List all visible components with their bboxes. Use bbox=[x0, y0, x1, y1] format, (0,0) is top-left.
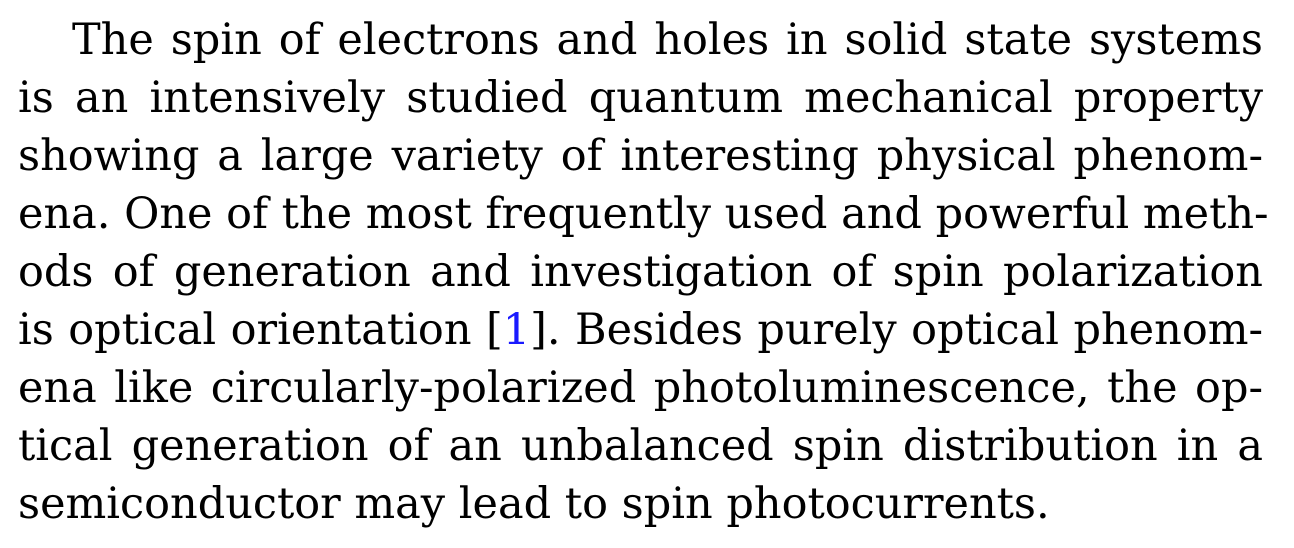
line-6-text-before: is optical orientation [ bbox=[18, 305, 503, 355]
paragraph-line-9: semiconductor may lead to spin photocurrents. bbox=[18, 479, 1050, 529]
paragraph-line-5: ods of generation and investigation of spin polarization bbox=[18, 247, 1263, 297]
paragraph-line-2: is an intensively studied quantum mechanical property bbox=[18, 73, 1263, 123]
paragraph-line-7: ena like circularly-polarized photoluminescence, the op- bbox=[18, 363, 1263, 413]
citation-link-1[interactable]: 1 bbox=[502, 305, 531, 355]
paragraph-line-4: ena. One of the most frequently used and powerful meth- bbox=[18, 189, 1269, 239]
line-6-text-after: ]. Besides purely optical phenom- bbox=[530, 305, 1264, 355]
paragraph-line-8: tical generation of an unbalanced spin distribution in a bbox=[18, 421, 1263, 471]
paragraph-line-1: The spin of electrons and holes in solid state systems bbox=[72, 15, 1263, 65]
paragraph-line-6 bbox=[18, 301, 1263, 359]
paragraph-line-3: showing a large variety of interesting physical phenom- bbox=[18, 131, 1263, 181]
